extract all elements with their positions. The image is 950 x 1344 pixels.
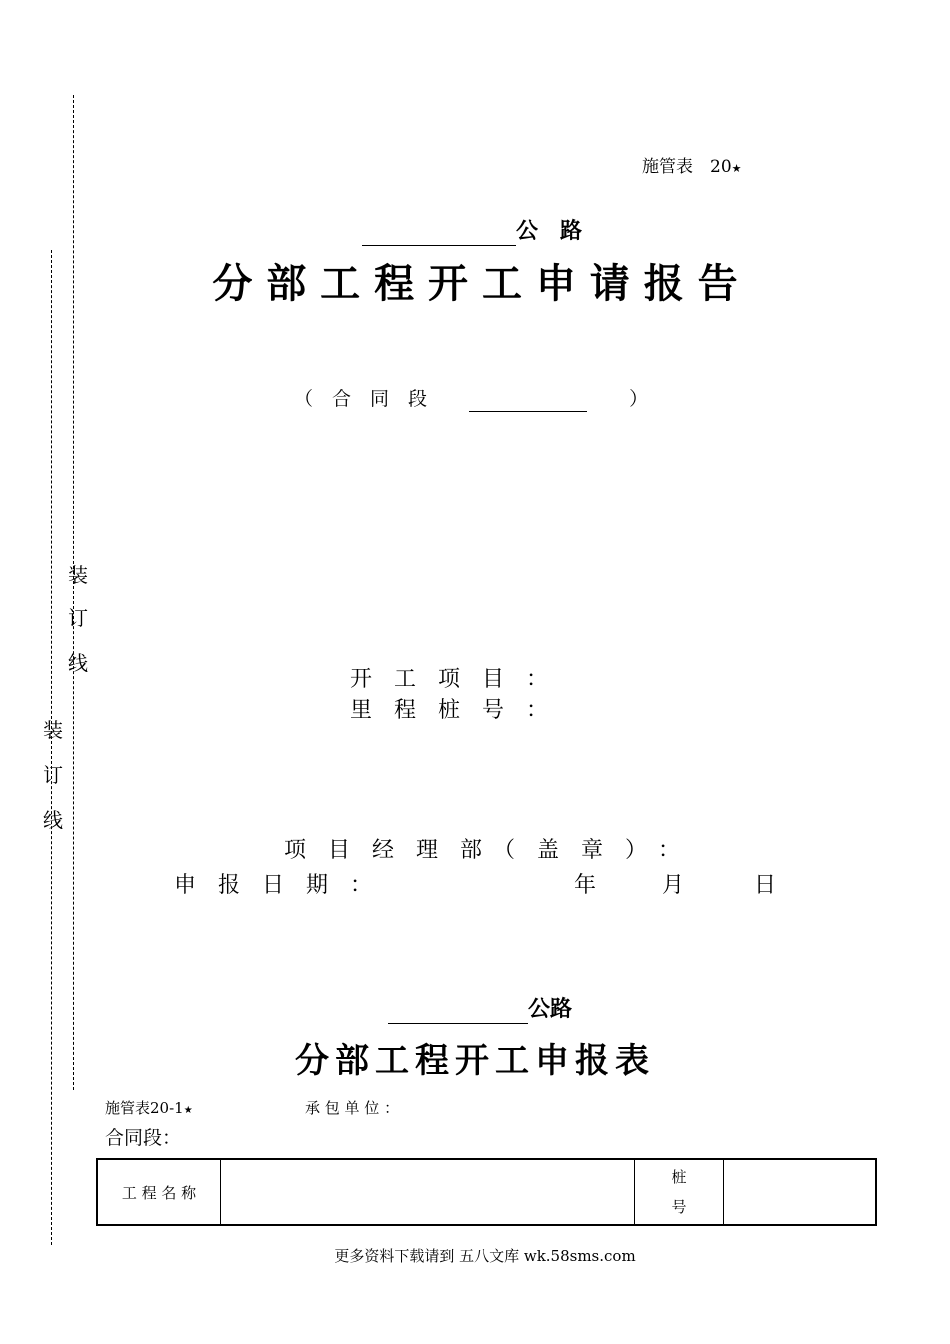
binding-line-outer [51,250,52,1245]
cover-road-suffix: 公 路 [516,219,583,244]
cover-title: 分 部 工 程 开 工 申 请 报 告 [212,261,738,307]
date-label: 申 报 日 期 ： [174,873,373,898]
project-field [350,665,548,695]
form-code-label: 施管表20-1 [105,1099,184,1117]
mileage-field [350,696,548,726]
dept-label: 项 目 经 理 部 （ 盖 章 ） ： [284,838,681,863]
cover-road-line [362,218,582,246]
star-icon: ★ [731,162,742,175]
date-month: 月 [662,873,685,898]
contract-close-label: ） [629,388,649,410]
contract-open-label: （ 合 同 段 [294,388,428,410]
form-road-suffix: 公路 [528,997,573,1022]
date-day: 日 [754,873,777,898]
binding-label-outer-1: 装 [43,718,63,742]
footer-text: 更多资料下载请到 五八文库 wk.58sms.com [334,1247,636,1265]
form-code-text: 施管表 20 [642,157,732,177]
cover-contract-line [294,386,648,412]
pile-label-cell [635,1159,724,1225]
contractor-label: 承 包 单 位 ： [305,1099,400,1117]
binding-line-inner [73,95,74,1090]
pile-label-2: 号 [671,1198,687,1216]
form-contract-label: 合同段： [105,1127,182,1149]
dept-stamp-line [284,836,680,866]
binding-label-inner-3: 线 [68,651,88,675]
name-label-cell [97,1159,221,1225]
project-info-table [96,1158,877,1226]
pile-label-1: 桩 [671,1168,687,1186]
contract-section-blank[interactable] [469,391,587,412]
form-title: 分部工程开工申报表 [295,1041,655,1081]
binding-label-outer-3: 线 [43,808,63,832]
binding-label-inner-1: 装 [68,563,88,587]
form-road-name-blank[interactable] [388,997,528,1024]
binding-label-outer-2: 订 [43,763,63,787]
contractor-line [305,1098,399,1118]
form-road-line [388,996,572,1024]
road-name-blank[interactable] [362,219,516,246]
date-year: 年 [574,873,597,898]
form-star-icon: ★ [183,1105,193,1116]
name-label: 工 程 名 称 [121,1183,197,1202]
table-row [97,1159,876,1225]
mileage-label: 里 程 桩 号 ： [350,698,549,723]
name-value-cell[interactable] [221,1159,635,1225]
pile-value-cell[interactable] [724,1159,877,1225]
project-label: 开 工 项 目 ： [350,667,549,692]
date-line [174,871,794,901]
form-code-line [105,1098,193,1121]
binding-label-inner-2: 订 [68,606,88,630]
form-contract-line [105,1126,181,1150]
form-code [642,152,742,177]
